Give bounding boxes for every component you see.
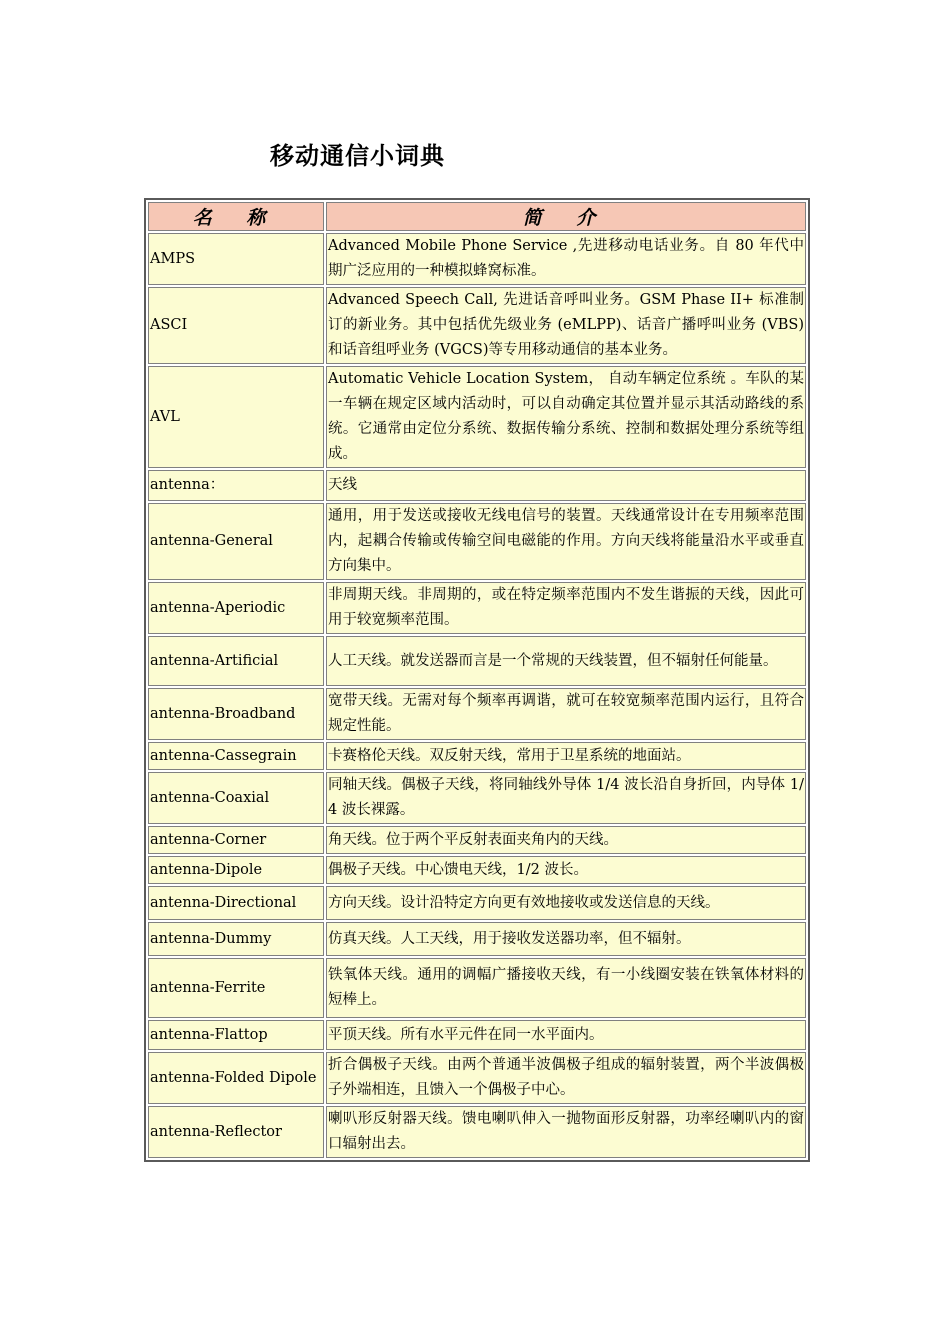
glossary-table (144, 198, 810, 1162)
table-row (148, 886, 806, 920)
term-cell: antenna-Folded Dipole (148, 1052, 324, 1104)
description-cell: 宽带天线。无需对每个频率再调谐，就可在较宽频率范围内运行，且符合规定性能。 (326, 688, 806, 740)
table-row (148, 958, 806, 1018)
term-cell: antenna-Cassegrain (148, 742, 324, 770)
term-cell: antenna-Aperiodic (148, 582, 324, 634)
description-cell: 平顶天线。所有水平元件在同一水平面内。 (326, 1020, 806, 1050)
table-row (148, 1052, 806, 1104)
table-row (148, 772, 806, 824)
description-cell: 非周期天线。非周期的，或在特定频率范围内不发生谐振的天线，因此可用于较宽频率范围。 (326, 582, 806, 634)
term-cell: ASCI (148, 287, 324, 364)
term-cell: antenna-Flattop (148, 1020, 324, 1050)
description-cell: 仿真天线。人工天线，用于接收发送器功率，但不辐射。 (326, 922, 806, 956)
term-cell: antenna： (148, 470, 324, 501)
term-cell: antenna-Dummy (148, 922, 324, 956)
table-row (148, 922, 806, 956)
description-cell: Advanced Mobile Phone Service ,先进移动电话业务。自 80 年代中期广泛应用的一种模拟蜂窝标准。 (326, 233, 806, 285)
description-cell: 天线 (326, 470, 806, 501)
table-header-row (148, 202, 806, 231)
table-row (148, 1106, 806, 1158)
table-row (148, 826, 806, 854)
table-row (148, 582, 806, 634)
term-cell: antenna-Artificial (148, 636, 324, 686)
description-cell: 折合偶极子天线。由两个普通半波偶极子组成的辐射装置，两个半波偶极子外端相连，且馈入一个偶极子中心。 (326, 1052, 806, 1104)
table-row (148, 742, 806, 770)
description-cell: 偶极子天线。中心馈电天线，1/2 波长。 (326, 856, 806, 884)
table-row (148, 366, 806, 468)
description-cell: 喇叭形反射器天线。馈电喇叭伸入一抛物面形反射器，功率经喇叭内的窗口辐射出去。 (326, 1106, 806, 1158)
page-title: 移动通信小词典 (270, 142, 445, 170)
description-cell: 人工天线。就发送器而言是一个常规的天线装置，但不辐射任何能量。 (326, 636, 806, 686)
description-cell: 铁氧体天线。通用的调幅广播接收天线，有一小线圈安装在铁氧体材料的短棒上。 (326, 958, 806, 1018)
column-header-term: 名 称 (148, 202, 324, 231)
description-cell: 通用，用于发送或接收无线电信号的装置。天线通常设计在专用频率范围内，起耦合传输或传输空间电磁能的作用。方向天线将能量沿水平或垂直方向集中。 (326, 503, 806, 580)
term-cell: AMPS (148, 233, 324, 285)
description-cell: Automatic Vehicle Location System， 自动车辆定位系统 。车队的某一车辆在规定区域内活动时，可以自动确定其位置并显示其活动路线的系统。它通常由定位分系统、数据传输分系统、控制和数据处理分系统等组成。 (326, 366, 806, 468)
description-cell: 角天线。位于两个平反射表面夹角内的天线。 (326, 826, 806, 854)
column-header-description: 简 介 (326, 202, 806, 231)
term-cell: antenna-Dipole (148, 856, 324, 884)
description-cell: 同轴天线。偶极子天线，将同轴线外导体 1/4 波长沿自身折回，内导体 1/4 波长裸露。 (326, 772, 806, 824)
table-row (148, 503, 806, 580)
description-cell: 方向天线。设计沿特定方向更有效地接收或发送信息的天线。 (326, 886, 806, 920)
table-row (148, 470, 806, 501)
description-cell: Advanced Speech Call, 先进话音呼叫业务。GSM Phase II+ 标准制订的新业务。其中包括优先级业务 (eMLPP)、话音广播呼叫业务 (VBS)和话音组呼业务 (VGCS)等专用移动通信的基本业务。 (326, 287, 806, 364)
table-row (148, 688, 806, 740)
description-cell: 卡赛格伦天线。双反射天线，常用于卫星系统的地面站。 (326, 742, 806, 770)
term-cell: antenna-General (148, 503, 324, 580)
term-cell: AVL (148, 366, 324, 468)
term-cell: antenna-Directional (148, 886, 324, 920)
table-row (148, 233, 806, 285)
table-row (148, 287, 806, 364)
term-cell: antenna-Reflector (148, 1106, 324, 1158)
term-cell: antenna-Ferrite (148, 958, 324, 1018)
term-cell: antenna-Corner (148, 826, 324, 854)
table-row (148, 856, 806, 884)
term-cell: antenna-Broadband (148, 688, 324, 740)
table-row (148, 636, 806, 686)
term-cell: antenna-Coaxial (148, 772, 324, 824)
table-row (148, 1020, 806, 1050)
